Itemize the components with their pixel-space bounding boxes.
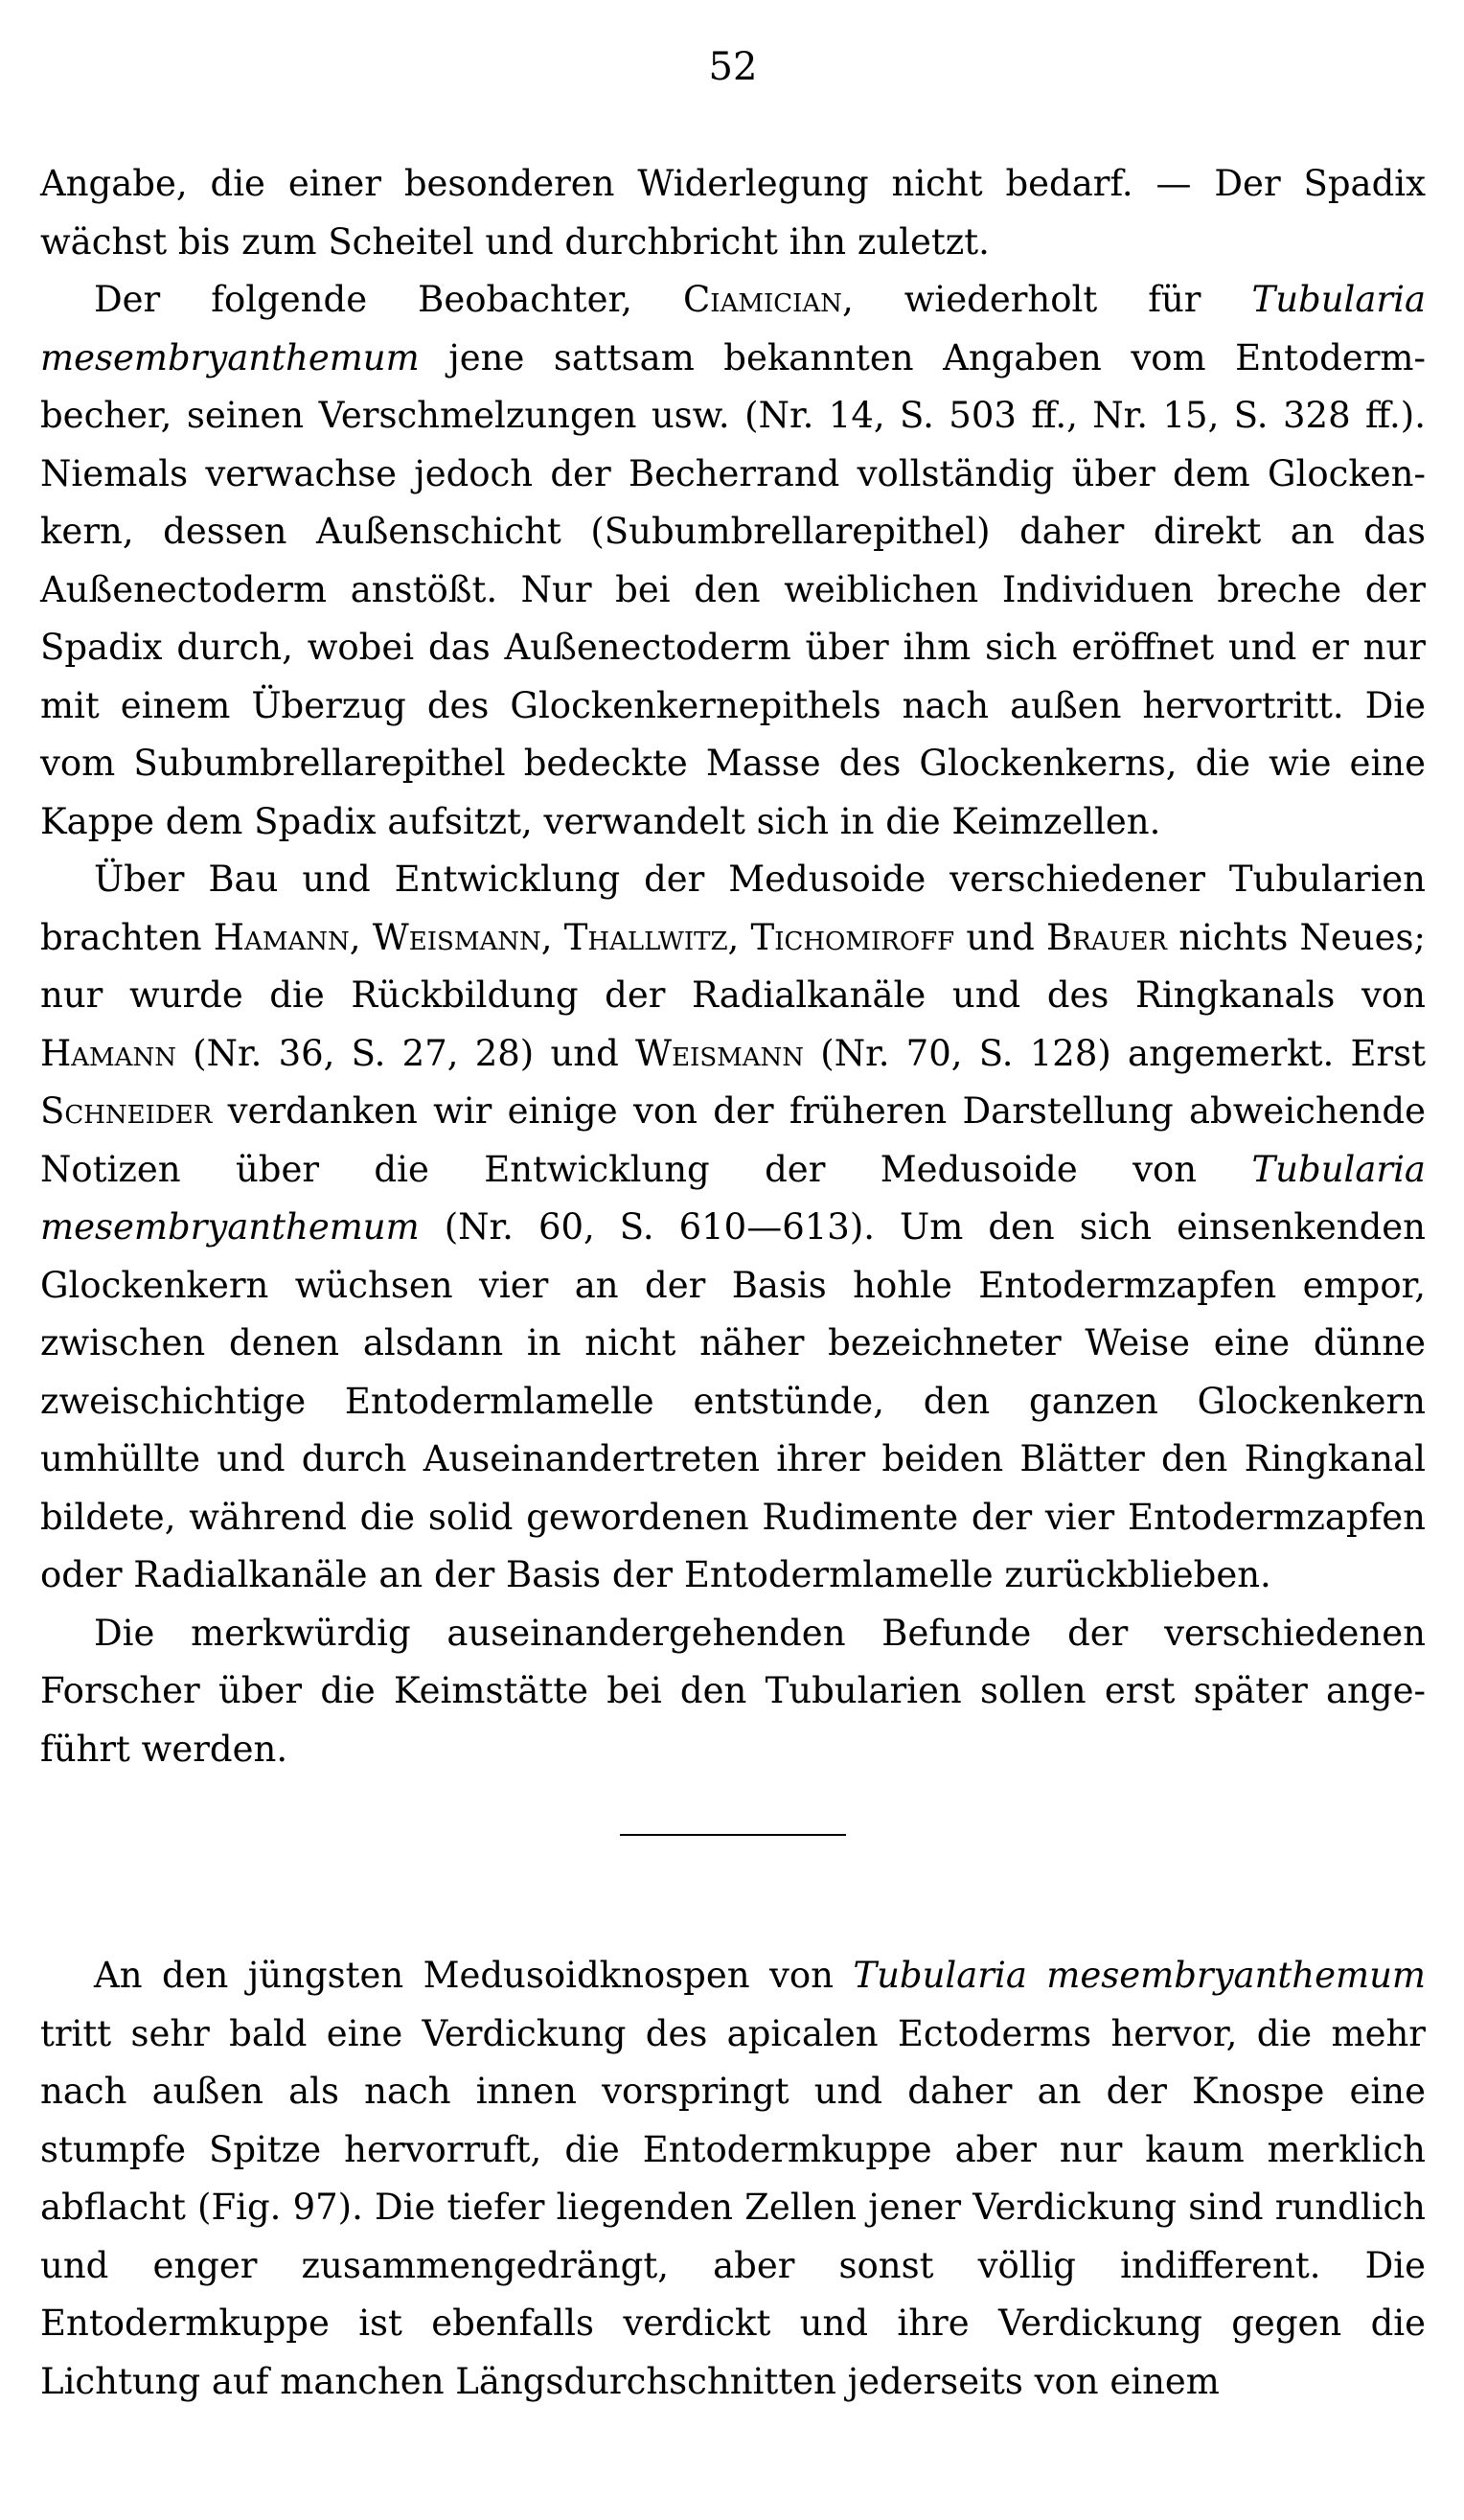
document-page (40, 38, 1426, 2411)
species-name: Tubularia mesembryanthemum (40, 279, 1427, 378)
page-number: 52 (708, 45, 758, 89)
text-run: (Nr. 70, S. 128) angemerkt. Erst (804, 1032, 1426, 1074)
author-name: Thallwitz (563, 916, 728, 958)
text-run: An den jüngsten Medusoidknospen von (94, 1955, 854, 1996)
text-run: , (540, 916, 564, 958)
text-run: , (727, 916, 751, 958)
text-run: Angabe, die einer besonderen Widerlegung nicht bedarf. — Der Spadix wächst bis zum Scheitel und durchbricht ihn zuletzt. (40, 163, 1426, 263)
species-name: Tubularia mesembryanthemum (853, 1955, 1426, 1996)
paragraph-spadix-remark (40, 155, 1426, 271)
paragraph-keimstaette (40, 1605, 1426, 1779)
author-name: Weismann (372, 916, 541, 958)
text-run: (Nr. 36, S. 27, 28) und (175, 1032, 636, 1074)
author-name: Hamann (213, 916, 350, 958)
text-run: , (349, 916, 373, 958)
text-run: jene sattsam bekannten Angaben vom Entodermbecher, seinen Verschmelzungen usw. (Nr. 14, S. 503 ff., Nr. 15, S. 328 ff.). Niemals verwachse jedoch der Becherrand vollständig über dem Glockenkern, dessen Außenschicht (Subumbrellarepithel) daher direkt an das Außenectoderm anstößt. Nur bei den weiblichen Individuen breche der Spadix durch, wobei das Außenectoderm über ihm sich eröffnet und er nur mit einem Überzug des Glockenkernepithels nach außen hervortritt. Die vom Subumbrellarepithel bedeckte Masse des Glockenkerns, die wie eine Kappe dem Spadix aufsitzt, verwandelt sich in die Keimzellen. (40, 336, 1426, 842)
text-run: (Nr. 60, S. 610—613). Um den sich einsenkenden Glockenkern wüchsen vier an der Basis hohle Entodermzapfen empor, zwischen denen alsdann in nicht näher bezeichneter Weise eine dünne zweischichtige Entodermlamelle entstünde, den ganzen Glockenkern umhüllte und durch Auseinandertreten ihrer beiden Blätter den Ringkanal bildete, während die solid gewordenen Rudimente der vier Entodermzapfen oder Radialkanäle an der Basis der Entodermlamelle zurückblieben. (40, 1206, 1426, 1595)
author-name: Tichomiroff (750, 916, 955, 958)
text-run: verdanken wir einige von der früheren Darstellung abweichende Notizen über die Entwicklung der Medusoide von (40, 1090, 1426, 1190)
text-run: Der folgende Beobachter, (94, 279, 683, 320)
text-run: und (954, 916, 1046, 958)
text-run: Die merkwürdig auseinandergehenden Befunde der verschiedenen Forscher über die Keimstätte bei den Tubularien sollen erst später angeführt werden. (40, 1612, 1426, 1770)
text-run: Über Bau und Entwicklung der Medusoide verschiedener Tubularien brachten (40, 859, 1426, 958)
author-name: Weismann (635, 1032, 805, 1074)
author-name: Hamann (40, 1032, 176, 1074)
text-run: , wiederholt für (841, 279, 1252, 320)
paragraph-medusoid-development (40, 851, 1426, 1605)
author-name: Brauer (1046, 916, 1168, 958)
author-name: Schneider (40, 1090, 213, 1132)
paragraph-medusoid-buds (40, 1947, 1426, 2411)
author-name: Ciamician (682, 279, 842, 320)
paragraph-ciamician (40, 271, 1426, 851)
species-name: Tubularia mesembryanthemum (40, 1148, 1426, 1248)
section-divider (620, 1834, 846, 1836)
text-run: tritt sehr bald eine Verdickung des apicalen Ectoderms hervor, die mehr nach außen als nach innen vorspringt und daher an der Knospe eine stumpfe Spitze hervorruft, die Entodermkuppe aber nur kaum merklich abflacht (Fig. 97). Die tiefer liegenden Zellen jener Verdickung sind rundlich und enger zusammengedrängt, aber sonst völlig indifferent. Die Entodermkuppe ist ebenfalls verdickt und ihre Verdickung gegen die Lichtung auf manchen Längsdurchschnitten jederseits von einem (40, 2012, 1426, 2402)
text-run: nichts Neues; nur wurde die Rückbildung der Radialkanäle und des Ringkanals von (40, 916, 1426, 1016)
